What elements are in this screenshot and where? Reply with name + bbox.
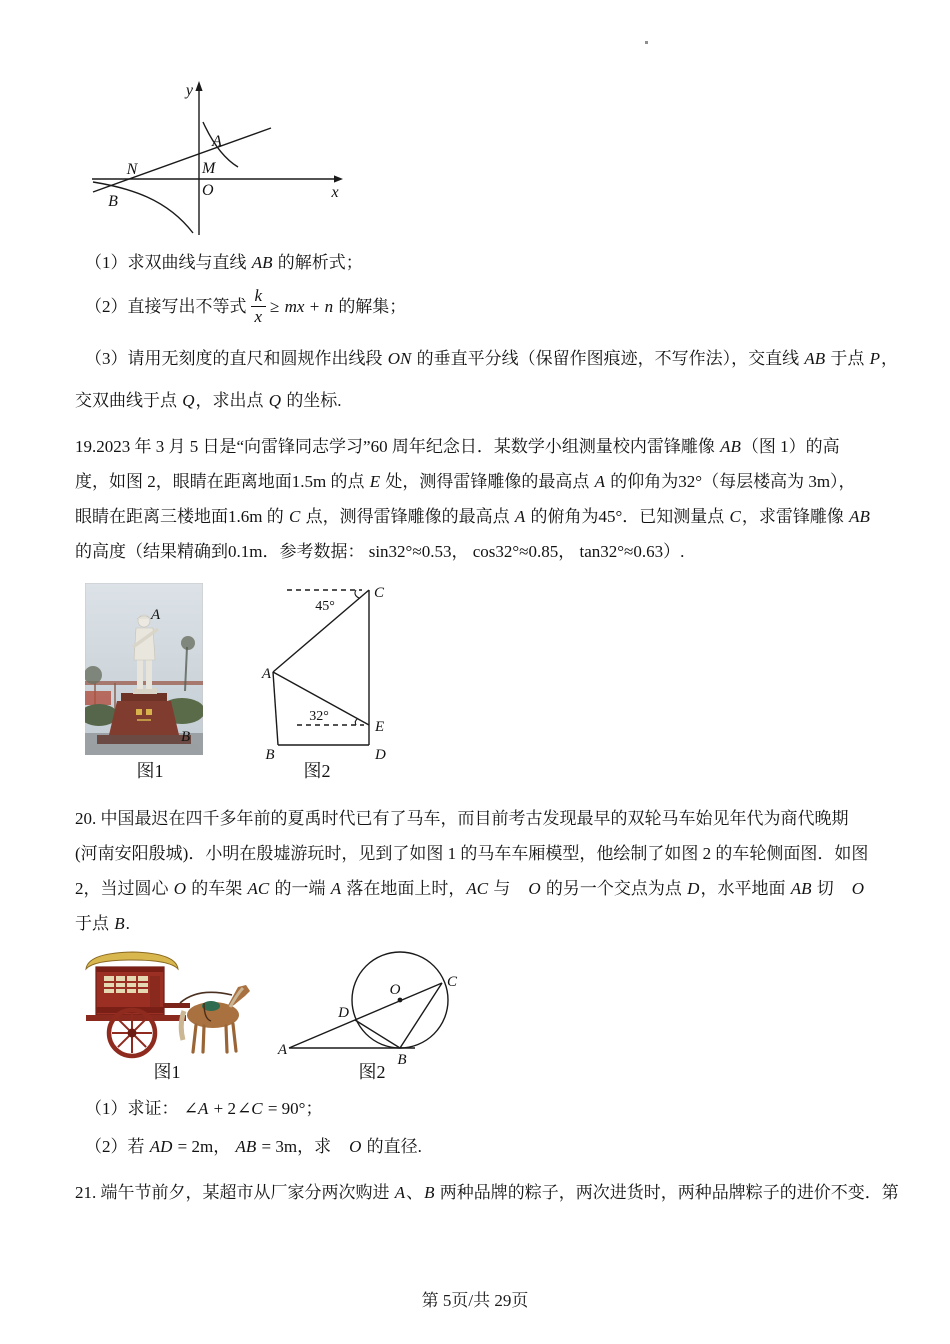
label-x-axis: x bbox=[331, 184, 339, 201]
q20-fig2-caption: 图2 bbox=[358, 1062, 386, 1082]
axle-beam bbox=[164, 1003, 190, 1008]
center-dot bbox=[398, 998, 403, 1003]
label-angle-45: 45° bbox=[315, 599, 335, 614]
pedestal-body bbox=[109, 701, 179, 735]
wheel-hub bbox=[128, 1029, 137, 1038]
q20-line3: 2，当过圆心 O 的车架 AC 的一端 A 落在地面上时，AC 与 O 的另一个交点为点 D，水平地面 AB 切 O bbox=[75, 879, 865, 898]
page-number: 第 5页/共 29页 bbox=[421, 1291, 529, 1310]
q19-line2: 度，如图 2，眼睛在距离地面1.5m 的点 E 处，测得雷锋雕像的最高点 A 的仰角为32°（每层楼高为 3m）， bbox=[75, 472, 856, 491]
q20-line4: 于点 B. bbox=[75, 914, 130, 933]
label-origin: O bbox=[202, 182, 214, 199]
q20-fig1-caption: 图1 bbox=[153, 1062, 181, 1082]
q19-line1: 19.2023 年 3 月 5 日是“向雷锋同志学习”60 周年纪念日．某数学小组测量校内雷锋雕像 AB（图 1）的高 bbox=[75, 437, 840, 456]
horse-legs bbox=[193, 1024, 236, 1052]
q19-fig1-caption: 图1 bbox=[136, 761, 164, 781]
angle-arc-E bbox=[355, 719, 357, 725]
label-C: C bbox=[447, 974, 458, 990]
label-B: B bbox=[397, 1052, 407, 1068]
chord-BC bbox=[400, 983, 442, 1048]
q18-hyperbola-graph bbox=[85, 75, 355, 240]
label-y-axis: y bbox=[185, 82, 193, 99]
statue-label-B: B bbox=[181, 729, 191, 745]
q19-line3: 眼睛在距离三楼地面1.6m 的 C 点，测得雷锋雕像的最高点 A 的俯角为45°．已知测量点 C，求雷锋雕像 AB bbox=[75, 507, 870, 526]
label-O: O bbox=[389, 982, 401, 998]
pedestal-base bbox=[97, 735, 191, 744]
q18-part2: （2）直接写出不等式 $\frac{k}{x}$ ≥ mx + n 的解集； bbox=[85, 286, 407, 326]
statue-leg bbox=[137, 658, 143, 689]
chord-DB bbox=[355, 1020, 400, 1048]
statue-plinth bbox=[133, 688, 157, 694]
q20-sub2: （2）若 AD = 2m， AB = 3m，求 O 的直径. bbox=[85, 1137, 422, 1156]
pedestal-top-slab bbox=[121, 693, 167, 702]
q20-chariot-illustration bbox=[80, 945, 255, 1060]
q19-line4: 的高度（结果精确到0.1m．参考数据： sin32°≈0.53， cos32°≈0.85， tan32°≈0.63）. bbox=[75, 542, 685, 561]
q18-part3-line2: 交双曲线于点 Q，求出点 Q 的坐标. bbox=[75, 391, 342, 410]
statue-leg bbox=[146, 658, 152, 689]
segment-AB bbox=[273, 672, 278, 745]
line-AB bbox=[93, 128, 271, 192]
label-point-A: A bbox=[212, 133, 222, 150]
label-D: D bbox=[338, 1005, 349, 1021]
tree-right bbox=[181, 636, 195, 650]
label-B: B bbox=[265, 747, 275, 763]
x-axis-arrow bbox=[334, 175, 343, 182]
red-structure bbox=[85, 691, 111, 705]
q20-circle-diagram bbox=[275, 945, 475, 1070]
label-C: C bbox=[374, 585, 385, 601]
label-A: A bbox=[277, 1042, 287, 1058]
secant-ADC bbox=[289, 983, 442, 1048]
q18-part3-line1: （3）请用无刻度的直尺和圆规作出线段 ON 的垂直平分线（保留作图痕迹，不写作法），交直线 AB 于点 P， bbox=[85, 349, 899, 368]
y-axis-arrow bbox=[195, 81, 202, 91]
horse-tail bbox=[181, 1011, 184, 1040]
q19-angle-diagram bbox=[257, 580, 427, 780]
label-angle-32: 32° bbox=[309, 709, 329, 724]
label-A: A bbox=[261, 666, 271, 682]
harness-pole bbox=[180, 992, 232, 1003]
label-E: E bbox=[375, 719, 385, 735]
carriage-platform bbox=[86, 1015, 186, 1021]
label-D: D bbox=[375, 747, 386, 763]
angle-arc-C bbox=[355, 590, 359, 598]
q19-statue-photo bbox=[85, 583, 203, 755]
statue-label-A: A bbox=[151, 607, 161, 623]
q18-part1: （1）求双曲线与直线 AB 的解析式； bbox=[85, 253, 363, 272]
q19-fig2-caption: 图2 bbox=[303, 761, 331, 781]
q20-line2: (河南安阳殷城)．小明在殷墟游玩时，见到了如图 1 的马车车厢模型，他绘制了如图 2 的车轮侧面图．如图 bbox=[75, 844, 869, 863]
q20-line1: 20. 中国最迟在四千多年前的夏禹时代已有了马车，而目前考古发现最早的双轮马车始见年代为商代晚期 bbox=[75, 809, 849, 828]
q21-line1: 21. 端午节前夕，某超市从厂家分两次购进 A、B 两种品牌的粽子，两次进货时，两种品牌粽子的进价不变．第 bbox=[75, 1183, 899, 1202]
stray-mark bbox=[645, 41, 648, 44]
label-point-N: N bbox=[126, 161, 138, 178]
label-point-M: M bbox=[202, 160, 216, 177]
q20-sub1: （1）求证： ∠A + 2∠C = 90°； bbox=[85, 1099, 323, 1118]
label-point-B: B bbox=[108, 193, 118, 210]
